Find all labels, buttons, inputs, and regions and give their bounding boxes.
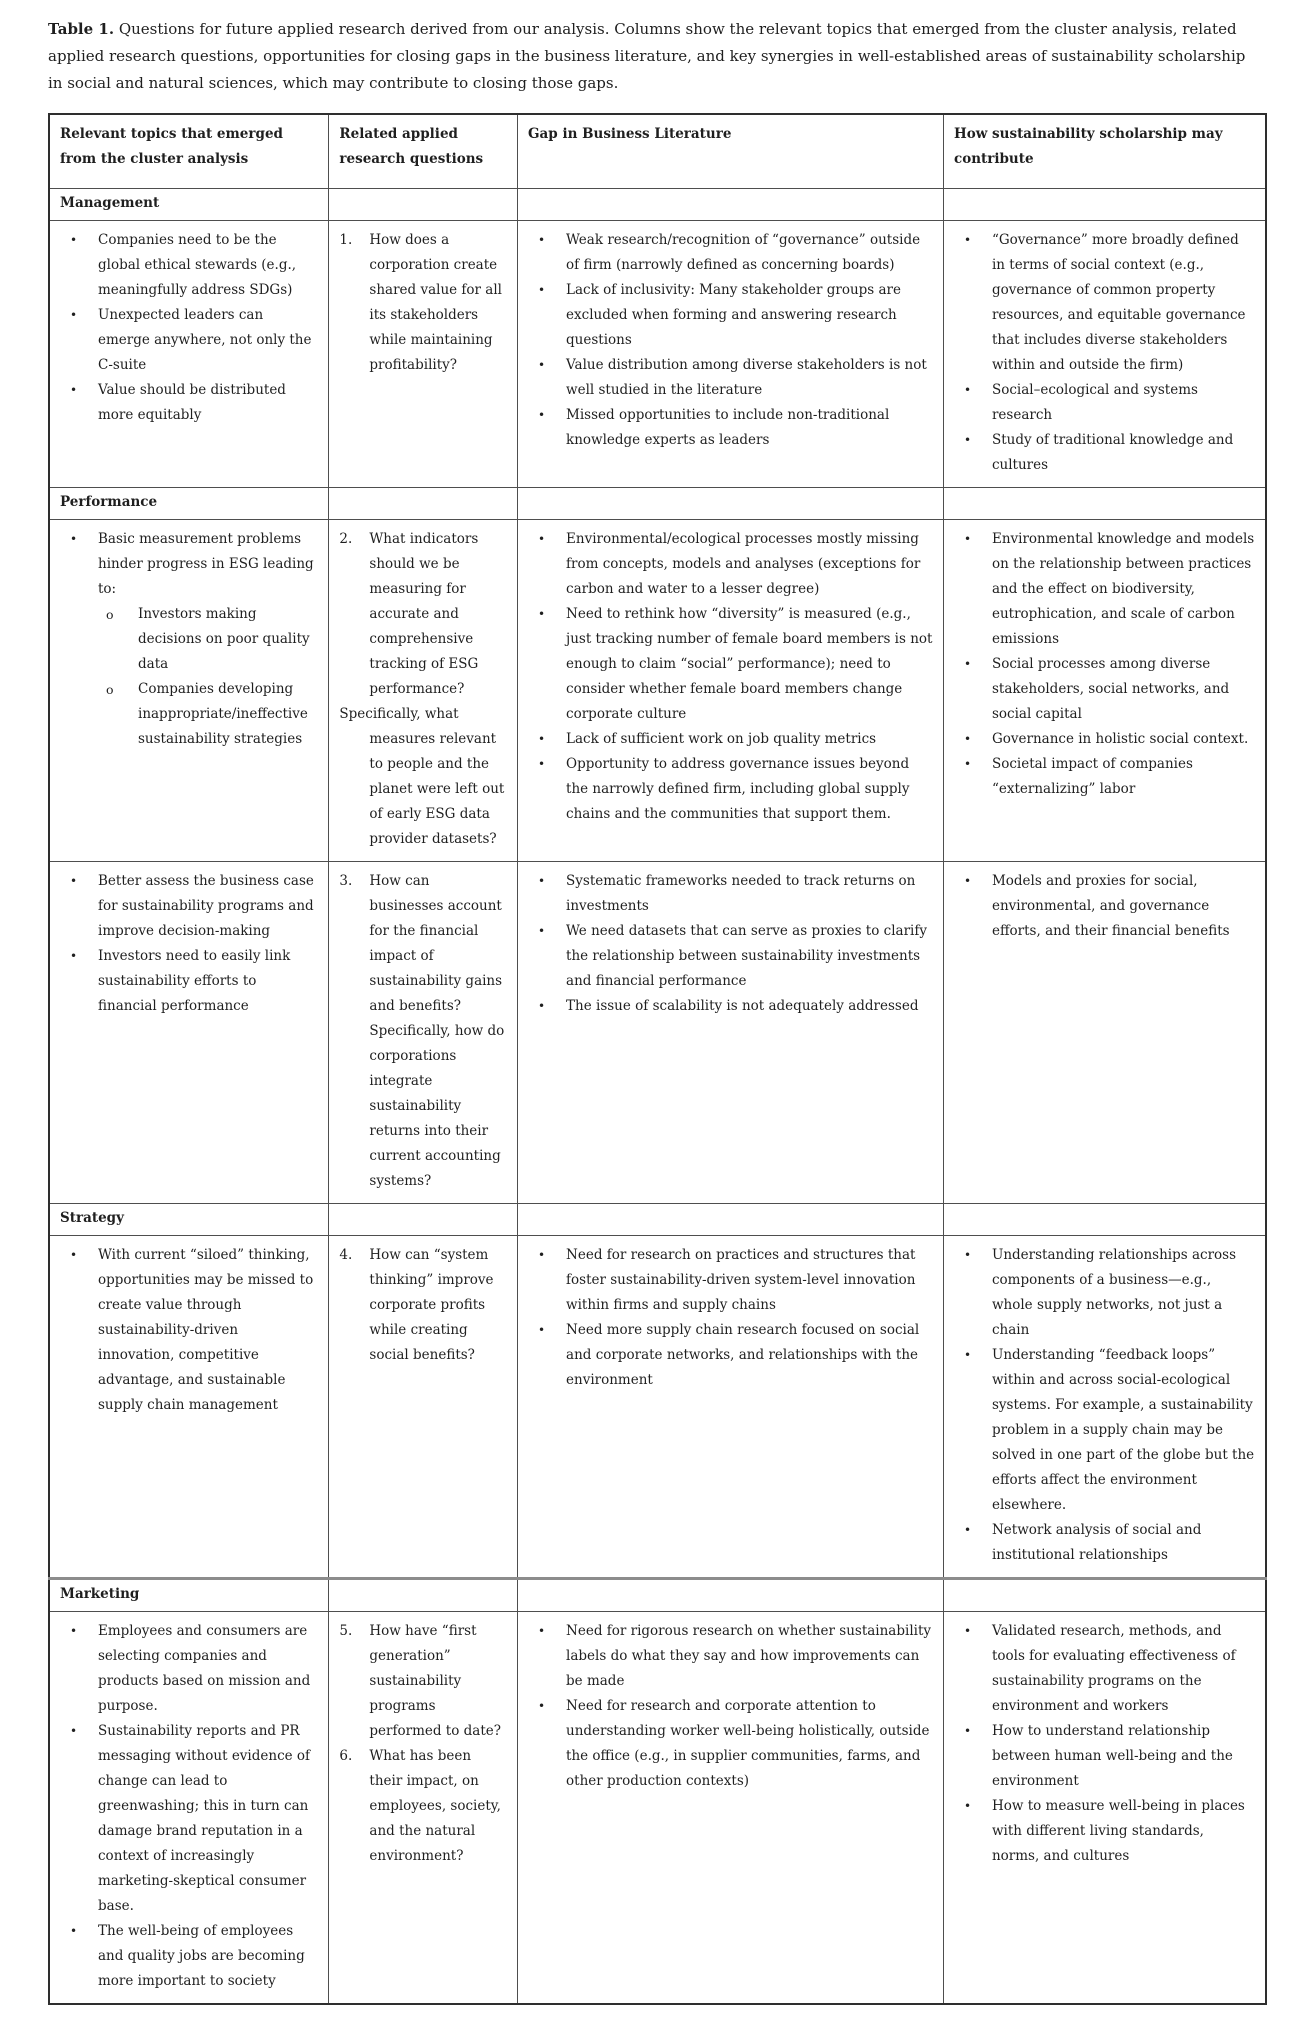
bullet-item: • Sustainability reports and PR messaging without evidence of change can lead to greenwashing; this in turn can damage brand reputation in a context of increasingly marketing-skeptical consumer base. xyxy=(60,1719,318,1919)
cell-questions xyxy=(329,221,518,488)
bullet-item: • Lack of inclusivity: Many stakeholder groups are excluded when forming and answering research questions xyxy=(528,278,933,353)
table-caption-label: Table 1. xyxy=(48,20,115,38)
bullet-item: • Need to rethink how “diversity” is measured (e.g., just tracking number of female board members is not enough to claim “social” performance); need to consider whether female board members change corporate culture xyxy=(528,602,933,727)
section-row-strategy xyxy=(49,1204,1266,1236)
cell-gaps xyxy=(518,862,944,1204)
bullet-item: • Basic measurement problems hinder progress in ESG leading to: xyxy=(60,527,318,602)
section-title: Marketing xyxy=(49,1579,329,1612)
bullet-item: • Understanding relationships across components of a business—e.g., whole supply networks, not just a chain xyxy=(954,1243,1255,1343)
bullet-item: • How to measure well-being in places with different living standards, norms, and cultures xyxy=(954,1794,1255,1869)
bullet-icon: • xyxy=(538,1248,546,1262)
bullet-item: • Social processes among diverse stakeholders, social networks, and social capital xyxy=(954,652,1255,727)
cell-contributions xyxy=(943,520,1266,862)
section-title: Management xyxy=(49,189,329,221)
bullet-item: • Need for rigorous research on whether sustainability labels do what they say and how improvements can be made xyxy=(528,1619,933,1694)
bullet-item: • Unexpected leaders can emerge anywhere, not only the C-suite xyxy=(60,303,318,378)
item-number: 2. xyxy=(339,531,353,547)
item-number: 4. xyxy=(339,1247,353,1263)
bullet-icon: • xyxy=(963,732,972,746)
item-number: 6. xyxy=(339,1748,353,1764)
bullet-item: • Validated research, methods, and tools for evaluating effectiveness of sustainability programs on the environment and workers xyxy=(954,1619,1255,1719)
item-number: 5. xyxy=(339,1623,353,1639)
bullet-icon: • xyxy=(70,949,78,963)
question-continuation: Specifically, what measures relevant to people and the planet were left out of early ESG data provider datasets? xyxy=(339,706,505,847)
item-number: 3. xyxy=(339,873,353,889)
bullet-item: • Investors need to easily link sustainability efforts to financial performance xyxy=(60,944,318,1019)
bullet-icon: • xyxy=(538,408,546,422)
bullet-item: • Societal impact of companies “externalizing” labor xyxy=(954,752,1255,802)
bullet-item: • Network analysis of social and institutional relationships xyxy=(954,1518,1255,1568)
table-row xyxy=(49,1612,1266,2005)
cell-topics xyxy=(49,520,329,862)
cell-questions xyxy=(329,862,518,1204)
bullet-icon: • xyxy=(538,999,546,1013)
bullet-icon: • xyxy=(963,1348,972,1362)
bullet-icon: • xyxy=(70,308,78,322)
bullet-icon: • xyxy=(538,233,546,247)
cell-gaps xyxy=(518,221,944,488)
table-row xyxy=(49,520,1266,862)
sub-bullet-item: o Investors making decisions on poor quality data xyxy=(60,602,318,677)
bullet-icon: • xyxy=(538,757,546,771)
bullet-item: • Study of traditional knowledge and cultures xyxy=(954,428,1255,478)
bullet-item: • How to understand relationship between human well-being and the environment xyxy=(954,1719,1255,1794)
header-contributions: How sustainability scholarship may contribute xyxy=(943,114,1266,189)
bullet-icon: • xyxy=(70,1924,78,1938)
header-topics: Relevant topics that emerged from the cluster analysis xyxy=(49,114,329,189)
cell-contributions xyxy=(943,1236,1266,1579)
header-gaps: Gap in Business Literature xyxy=(518,114,944,189)
bullet-item: • The issue of scalability is not adequately addressed xyxy=(528,994,933,1019)
cell-topics xyxy=(49,862,329,1204)
bullet-item: • Environmental knowledge and models on the relationship between practices and the effect on biodiversity, eutrophication, and scale of carbon emissions xyxy=(954,527,1255,652)
bullet-icon: • xyxy=(963,1248,972,1262)
bullet-icon: • xyxy=(70,1624,78,1638)
bullet-icon: • xyxy=(963,1624,972,1638)
sub-bullet-icon: o xyxy=(106,607,114,622)
numbered-item: 1. How does a corporation create shared value for all its stakeholders while maintaining profitability? xyxy=(339,228,507,378)
bullet-item: • Need more supply chain research focused on social and corporate networks, and relationships with the environment xyxy=(528,1318,933,1393)
cell-topics xyxy=(49,1236,329,1579)
cell-gaps xyxy=(518,1236,944,1579)
section-row-performance xyxy=(49,488,1266,520)
bullet-item: • Better assess the business case for sustainability programs and improve decision-making xyxy=(60,869,318,944)
bullet-icon: • xyxy=(963,757,972,771)
table-row xyxy=(49,862,1266,1204)
numbered-item: 6. What has been their impact, on employees, society, and the natural environment? xyxy=(339,1744,507,1869)
bullet-icon: • xyxy=(70,532,78,546)
header-row xyxy=(49,114,1266,189)
cell-contributions xyxy=(943,1612,1266,2005)
bullet-icon: • xyxy=(963,874,972,888)
research-questions-table xyxy=(48,113,1267,2005)
bullet-icon: • xyxy=(963,1799,972,1813)
bullet-item: • We need datasets that can serve as proxies to clarify the relationship between sustainability investments and financial performance xyxy=(528,919,933,994)
bullet-item: • Systematic frameworks needed to track returns on investments xyxy=(528,869,933,919)
bullet-icon: • xyxy=(963,1523,972,1537)
bullet-icon: • xyxy=(538,732,546,746)
bullet-icon: • xyxy=(538,1624,546,1638)
bullet-icon: • xyxy=(70,383,78,397)
bullet-item: • Companies need to be the global ethical stewards (e.g., meaningfully address SDGs) xyxy=(60,228,318,303)
bullet-icon: • xyxy=(538,1699,546,1713)
table-caption-text: Questions for future applied research derived from our analysis. Columns show the relevant topics that emerged from the cluster analysis, related applied research questions, opportunities for closing gaps in the business literature, and key synergies in well-established areas of sustainability scholarship in social and natural sciences, which may contribute to closing those gaps. xyxy=(48,20,1246,92)
bullet-icon: • xyxy=(538,283,546,297)
cell-contributions xyxy=(943,221,1266,488)
header-questions: Related applied research questions xyxy=(329,114,518,189)
bullet-item: • Employees and consumers are selecting companies and products based on mission and purpose. xyxy=(60,1619,318,1719)
cell-questions xyxy=(329,1612,518,2005)
bullet-item: • Value distribution among diverse stakeholders is not well studied in the literature xyxy=(528,353,933,403)
cell-topics xyxy=(49,221,329,488)
bullet-item: • Social–ecological and systems research xyxy=(954,378,1255,428)
bullet-icon: • xyxy=(963,657,972,671)
bullet-icon: • xyxy=(70,874,78,888)
bullet-item: • Lack of sufficient work on job quality metrics xyxy=(528,727,933,752)
bullet-icon: • xyxy=(538,874,546,888)
section-row-management xyxy=(49,189,1266,221)
sub-bullet-item: o Companies developing inappropriate/ineffective sustainability strategies xyxy=(60,677,318,752)
cell-gaps xyxy=(518,1612,944,2005)
bullet-icon: • xyxy=(538,358,546,372)
section-title: Performance xyxy=(49,488,329,520)
numbered-item: 5. How have “first generation” sustainability programs performed to date? xyxy=(339,1619,507,1744)
bullet-item: • Environmental/ecological processes mostly missing from concepts, models and analyses (exceptions for carbon and water to a lesser degree) xyxy=(528,527,933,602)
cell-questions xyxy=(329,1236,518,1579)
bullet-icon: • xyxy=(963,532,972,546)
bullet-item: • Missed opportunities to include non-traditional knowledge experts as leaders xyxy=(528,403,933,453)
bullet-icon: • xyxy=(963,1724,972,1738)
bullet-item: • Weak research/recognition of “governance” outside of firm (narrowly defined as concerning boards) xyxy=(528,228,933,278)
cell-gaps xyxy=(518,520,944,862)
bullet-icon: • xyxy=(538,532,546,546)
bullet-item: • Understanding “feedback loops” within and across social-ecological systems. For example, a sustainability problem in a supply chain may be solved in one part of the globe but the efforts affect the environment elsewhere. xyxy=(954,1343,1255,1518)
cell-contributions xyxy=(943,862,1266,1204)
sub-bullet-icon: o xyxy=(106,682,114,697)
bullet-item: • Opportunity to address governance issues beyond the narrowly defined firm, including global supply chains and the communities that support them. xyxy=(528,752,933,827)
bullet-icon: • xyxy=(538,607,546,621)
table-row xyxy=(49,221,1266,488)
bullet-icon: • xyxy=(963,233,972,247)
bullet-icon: • xyxy=(70,1248,78,1262)
bullet-icon: • xyxy=(538,924,546,938)
bullet-item: • The well-being of employees and quality jobs are becoming more important to society xyxy=(60,1919,318,1994)
bullet-icon: • xyxy=(963,383,972,397)
cell-questions xyxy=(329,520,518,862)
numbered-item: 2. What indicators should we be measuring for accurate and comprehensive tracking of ESG performance? xyxy=(339,527,507,702)
bullet-item: • Models and proxies for social, environmental, and governance efforts, and their financial benefits xyxy=(954,869,1255,944)
bullet-icon: • xyxy=(70,233,78,247)
item-number: 1. xyxy=(339,232,353,248)
bullet-icon: • xyxy=(963,433,972,447)
table-caption xyxy=(48,16,1263,97)
bullet-item: • Value should be distributed more equitably xyxy=(60,378,318,428)
bullet-item: • Governance in holistic social context. xyxy=(954,727,1255,752)
numbered-item: 4. How can “system thinking” improve corporate profits while creating social benefits? xyxy=(339,1243,507,1368)
bullet-item: • With current “siloed” thinking, opportunities may be missed to create value through sustainability-driven innovation, competitive advantage, and sustainable supply chain management xyxy=(60,1243,318,1418)
table-row xyxy=(49,1236,1266,1579)
section-row-marketing xyxy=(49,1579,1266,1612)
section-title: Strategy xyxy=(49,1204,329,1236)
bullet-item: • Need for research and corporate attention to understanding worker well-being holistically, outside the office (e.g., in supplier communities, farms, and other production contexts) xyxy=(528,1694,933,1794)
numbered-item: 3. How can businesses account for the financial impact of sustainability gains and benefits? Specifically, how do corporations integrate sustainability returns into their current accounting systems? xyxy=(339,869,507,1194)
bullet-icon: • xyxy=(538,1323,546,1337)
bullet-icon: • xyxy=(70,1724,78,1738)
bullet-item: • “Governance” more broadly defined in terms of social context (e.g., governance of common property resources, and equitable governance that includes diverse stakeholders within and outside the firm) xyxy=(954,228,1255,378)
bullet-item: • Need for research on practices and structures that foster sustainability-driven system-level innovation within firms and supply chains xyxy=(528,1243,933,1318)
cell-topics xyxy=(49,1612,329,2005)
